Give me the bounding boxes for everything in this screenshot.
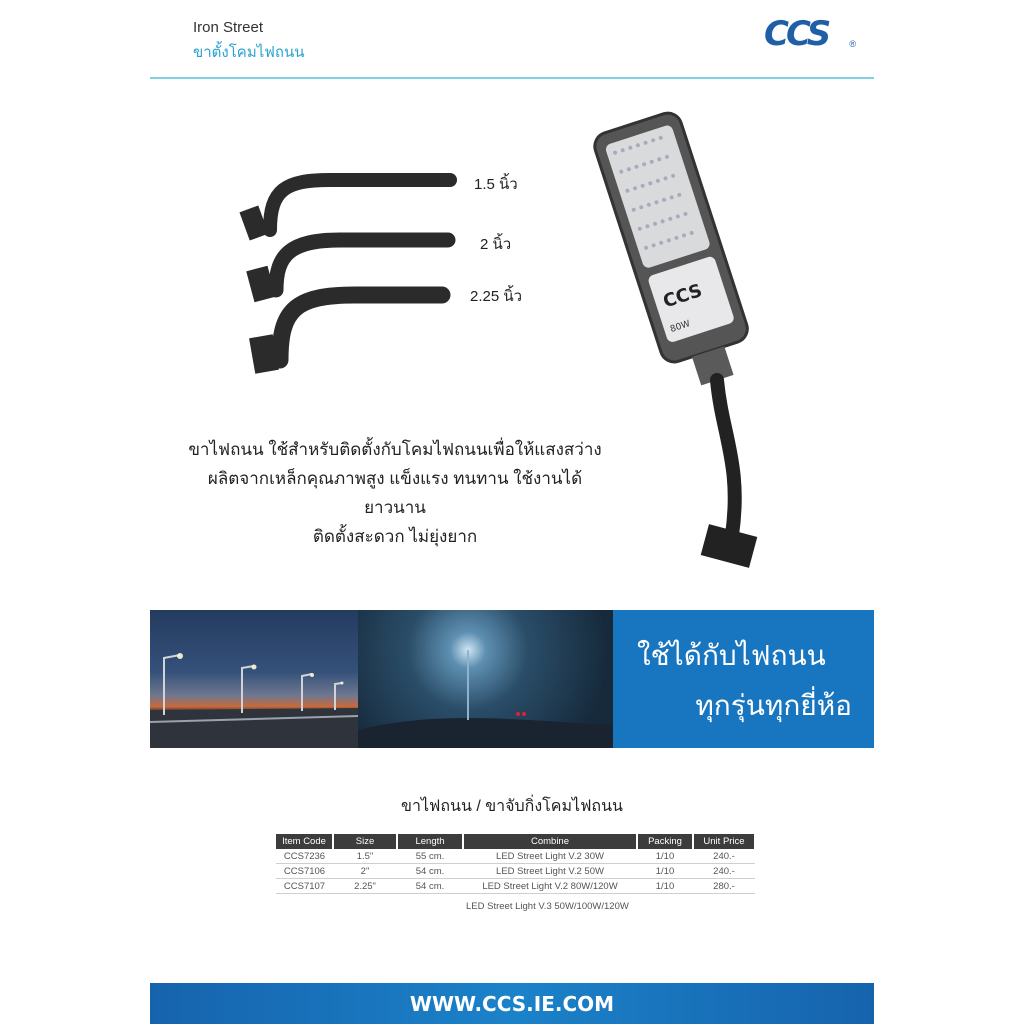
cell-unit-price: 240.- (693, 864, 755, 879)
lamp-watt: 80W (669, 319, 692, 335)
cell-size: 1.5" (333, 849, 397, 864)
banner-line-2: ทุกรุ่นทุกยี่ห้อ (695, 690, 852, 721)
street-light-arms-image (230, 160, 480, 400)
page-subtitle: ขาตั้งโคมไฟถนน (193, 44, 305, 61)
table-row (276, 879, 755, 894)
cell-length: 55 cm. (397, 849, 463, 864)
col-size: Size (333, 834, 397, 849)
size-label-1: 1.5 นิ้ว (474, 176, 518, 193)
website-link[interactable]: WWW.CCS.IE.COM (409, 992, 615, 1016)
cell-length: 54 cm. (397, 879, 463, 894)
registered-mark: ® (849, 39, 856, 49)
ccs-logo (764, 14, 856, 54)
col-packing: Packing (637, 834, 693, 849)
logo-text: CCS (764, 14, 829, 54)
lamp-badge: CCS (660, 280, 705, 313)
arm-1 (270, 180, 450, 230)
cell-item-code: CCS7107 (276, 879, 333, 894)
cell-packing: 1/10 (637, 879, 693, 894)
cell-unit-price: 280.- (693, 879, 755, 894)
col-unit-price: Unit Price (693, 834, 755, 849)
table-row (276, 864, 755, 879)
header-divider (150, 77, 874, 79)
cell-size: 2.25" (333, 879, 397, 894)
description-line-3: ติดตั้งสะดวก ไม่ยุ่งยาก (312, 527, 478, 546)
cell-packing: 1/10 (637, 864, 693, 879)
col-item-code: Item Code (276, 834, 333, 849)
cell-length: 54 cm. (397, 864, 463, 879)
table-extra-combine: LED Street Light V.3 50W/100W/120W (466, 901, 629, 912)
cell-item-code: CCS7106 (276, 864, 333, 879)
cell-combine: LED Street Light V.2 80W/120W (463, 879, 637, 894)
cell-item-code: CCS7236 (276, 849, 333, 864)
product-table (276, 834, 756, 894)
street-dusk-photo (150, 610, 358, 748)
cell-packing: 1/10 (637, 849, 693, 864)
col-combine: Combine (463, 834, 637, 849)
banner-text-panel (613, 610, 874, 748)
col-length: Length (397, 834, 463, 849)
footer-bar (150, 983, 874, 1024)
table-header-row (276, 834, 755, 849)
page-title: Iron Street (193, 19, 264, 36)
size-label-2: 2 นิ้ว (480, 236, 512, 253)
size-label-3: 2.25 นิ้ว (470, 288, 523, 305)
cell-size: 2" (333, 864, 397, 879)
led-street-light-image (592, 105, 772, 585)
cell-unit-price: 240.- (693, 849, 755, 864)
banner-line-1: ใช้ได้กับไฟถนน (637, 640, 826, 671)
product-description (180, 435, 610, 551)
compatibility-banner (150, 610, 874, 748)
description-line-1: ขาไฟถนน ใช้สำหรับติดตั้งกับโคมไฟถนนเพื่อให้แสงสว่าง (188, 440, 602, 459)
cell-combine: LED Street Light V.2 30W (463, 849, 637, 864)
table-row (276, 849, 755, 864)
foggy-night-road-photo (358, 610, 613, 748)
cell-combine: LED Street Light V.2 50W (463, 864, 637, 879)
description-line-2: ผลิตจากเหล็กคุณภาพสูง แข็งแรง ทนทาน ใช้งานได้ยาวนาน (207, 469, 583, 517)
table-title: ขาไฟถนน / ขาจับกิ่งโคมไฟถนน (401, 798, 623, 815)
